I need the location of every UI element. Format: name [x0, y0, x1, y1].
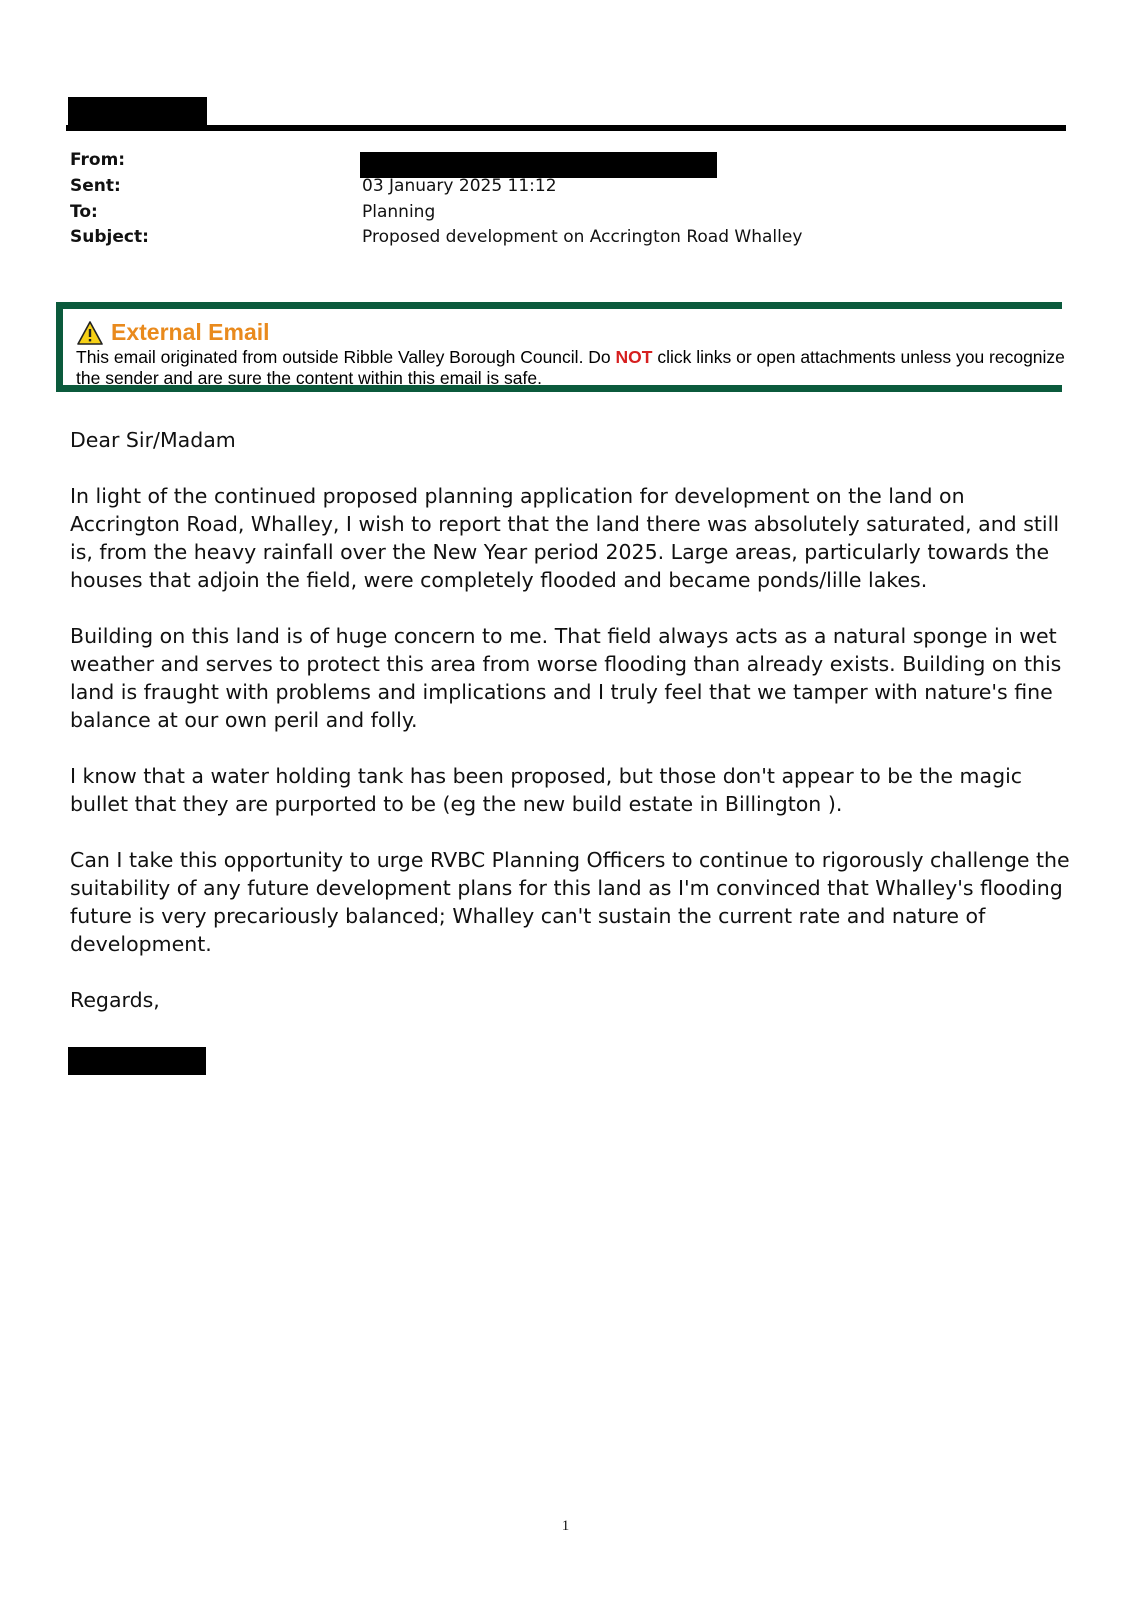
- body-paragraph-1: In light of the continued proposed planning application for development on the land on Accrington Road, Whalley, I wish to report that the land there was absolutely saturated, and still is, from the heavy rainfall over the New Year period 2025. Large areas, particularly towards the houses that adjoin the field, were completely flooded and became ponds/lille lakes.: [70, 484, 1060, 592]
- external-email-text-end: click links or open attachments unless you recognize the sender and are sure the content within this email is safe.: [76, 347, 1065, 388]
- redacted-from-address: [360, 152, 717, 178]
- body-paragraph-3: I know that a water holding tank has been proposed, but those don't appear to be the magic bullet that they are purported to be (eg the new build estate in Billington ).: [70, 764, 1023, 816]
- external-email-banner: [56, 302, 1065, 392]
- email-body: [70, 426, 1070, 1042]
- subject-label: Subject:: [70, 227, 149, 247]
- to-label: To:: [70, 202, 98, 222]
- from-label: From:: [70, 150, 126, 170]
- page-number: 1: [561, 1518, 570, 1534]
- sent-label: Sent:: [70, 176, 121, 196]
- greeting: Dear Sir/Madam: [70, 428, 236, 452]
- external-email-not-emphasis: NOT: [615, 347, 653, 367]
- external-email-title: External Email: [111, 319, 270, 345]
- closing: Regards,: [70, 988, 160, 1012]
- redacted-signature: [68, 1047, 206, 1075]
- subject-value: Proposed development on Accrington Road Whalley: [362, 227, 803, 247]
- body-paragraph-2: Building on this land is of huge concern to me. That field always acts as a natural sponge in wet weather and serves to protect this area from worse flooding than already exists. Building on this land is fraught with problems and implications and I truly feel that we tamper with nature's fine balance at our own peril and folly.: [70, 624, 1062, 732]
- external-email-text-start: This email originated from outside Ribble Valley Borough Council. Do: [76, 347, 616, 367]
- external-email-title-row: [77, 319, 270, 346]
- header-rule: [66, 125, 1066, 131]
- external-email-text: [76, 347, 1066, 389]
- redacted-sender-name: [68, 97, 207, 127]
- sent-value: 03 January 2025 11:12: [362, 176, 557, 196]
- warning-icon: [77, 321, 103, 345]
- to-value: Planning: [362, 202, 436, 222]
- body-paragraph-4: Can I take this opportunity to urge RVBC Planning Officers to continue to rigorously challenge the suitability of any future development plans for this land as I'm convinced that Whalley's flooding future is very precariously balanced; Whalley can't sustain the current rate and nature of development.: [70, 848, 1070, 956]
